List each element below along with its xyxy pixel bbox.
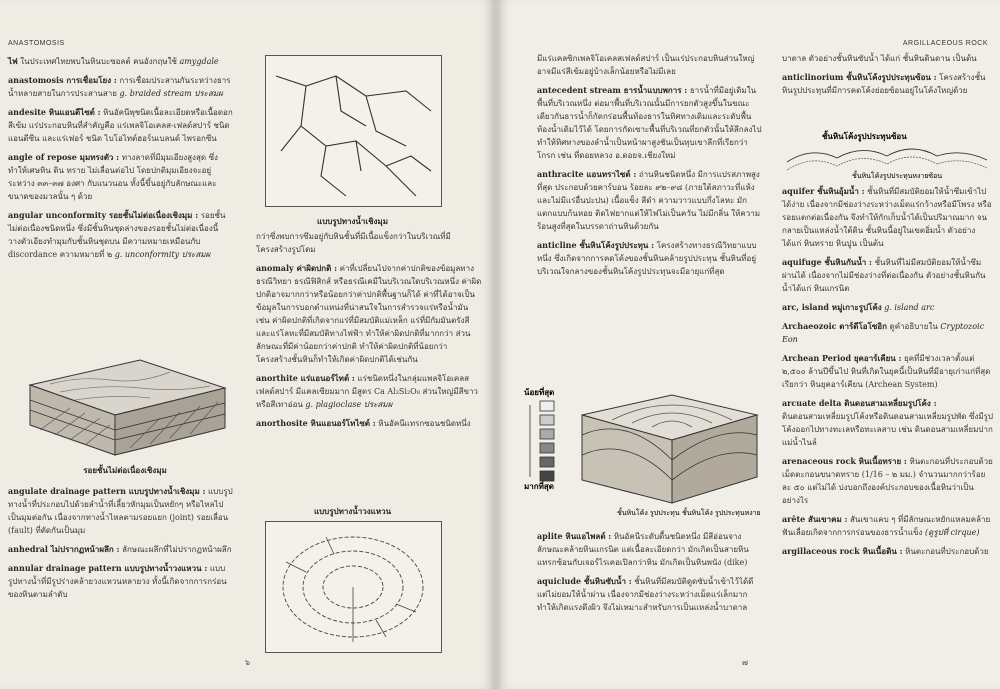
entry-definition: ทางลาดที่มีมุมเอียงสูงสุด ซึ่งทำให้เศษหิน ดิน ทราย ไม่เลื่อนต่อไป โดยปกติมุมเอียงจะอยู่ระหว่าง ๓๓–๓๗ องศา กับแนวนอน ทั้งนี้ขึ้นอยู่กับลักษณะและขนาดของมวลนั้น ๆ ด้วย [8, 153, 218, 201]
entry-headword: arête สันเขาคม : [782, 514, 848, 524]
figure-caption: แบบรูปทางน้ำวงแหวน [313, 506, 392, 516]
running-head-left: ANASTOMOSIS [8, 40, 65, 47]
entry-headword: annular drainage pattern แบบรูปทางน้ำวงแหวน : [8, 563, 208, 573]
entry-definition: กว่าซึ่งพบการซึมอยู่กับหินชั้นที่มีเนื้อแข็งกว่าในบริเวณที่มีโครงสร้างรูปโดม [256, 232, 451, 254]
label-anticlinorium: ชั้นหินโค้งรูปประทุนซ้อน [822, 131, 907, 141]
entry-cross-reference: g. island arc [884, 303, 935, 312]
dictionary-entry [782, 320, 994, 346]
entry-headword: arenaceous rock หินเนื้อทราย : [782, 456, 907, 466]
figure-angulate-drainage [265, 55, 440, 225]
entry-definition: การเชื่อมประสานกันระหว่างธารน้ำหลายสายในการประสานสาย [8, 76, 231, 98]
entry-definition: ชั้นหินที่มีสมบัติดูดซับน้ำเข้าไว้ได้ดี แต่ไม่ยอมให้น้ำผ่าน เนื่องจากมีช่องว่างระหว่างเม็ดแร่เล็กมาก ทำให้เกิดแรงดึงผิว จึงไม่เหมาะสำหรับการเป็นแหล่งน้ำบาดาล [537, 577, 754, 612]
label-oldest: มากที่สุด [524, 481, 554, 491]
label-syncline: ชั้นหินโค้ง รูปประทุนหงาย [682, 509, 761, 517]
annular-drainage-image [265, 521, 442, 653]
entry-headword: angulate drainage pattern แบบรูปทางน้ำเชิงมุม : [8, 486, 206, 496]
right-column-1 [537, 52, 762, 284]
dictionary-entry [782, 397, 994, 449]
entry-headword: ไฟ [8, 56, 18, 66]
figure-caption: รอยชั้นไม่ต่อเนื่องเชิงมุม [83, 465, 167, 475]
entry-cross-reference: g. plagioclase ประสมผ [305, 400, 393, 409]
drainage-map-image [265, 55, 442, 207]
left-column-1b [8, 485, 233, 607]
folio-right: ๗ [742, 658, 749, 667]
entry-definition: หินตะกอนที่ประกอบด้วยเม็ดตะกอนขนาดทราย (1/16 – ๒ มม.) จำนวนมากกว่าร้อยละ ๕๐ แต่ไม่ได้ บ่งบอกถึงองค์ประกอบของเนื้อหินว่าเป็นอย่างไร [782, 457, 993, 505]
left-column-2 [256, 230, 484, 436]
entry-definition: หินอัคนีพุชนิดเนื้อละเอียดหรือเนื้อดอก สีเข้ม แร่ประกอบหินที่สำคัญคือ แร่เพลจิโอเคลส-เฟลด์สปาร์ ชนิดแอนดีซีน และแร่เฟอร์ ชนิด ไบโอไทต์ฮอร์นเบลนด์ ไพรอกซีน [8, 108, 233, 143]
entry-headword: aquiclude ชั้นหินซับน้ำ : [537, 576, 632, 586]
figure-anticlinorium [782, 130, 992, 180]
entry-definition: สันเขาแคบ ๆ ที่มีลักษณะหยักแหลมคล้ายฟันเลื่อยเกิดจากการกร่อนของธารน้ำแข็ง [782, 515, 991, 537]
dictionary-entry [782, 545, 994, 558]
entry-definition: ค่าที่เปลี่ยนไปจากค่าปกติของข้อมูลทางธรณีวิทยา ธรณีฟิสิกส์ หรือธรณีเคมีในบริเวณใดบริเวณหนึ่ง ค่าผิดปกติอาจมากกว่าหรือน้อยกว่าค่าปกติพื้นฐานก็ได้ ค่าที่ได้อาจเป็นข้อมูลในการบอกตำแหน่งที่น่าสนใจในการสำรวจแร่หรือน้ำมัน เช่น ค่าผิดปกติที่เกิดจากแร่ที่มีสมบัติแม่เหล็ก แร่ที่มีกัมมันตรังสี และแร่โลหะที่มีสมบัติทางไฟฟ้า ทำให้ค่าผิดปกติที่มากกว่า ส่วนลักษณะที่มีค่าน้อยกว่าค่าปกติ ทำให้ค่าผิดปกติที่น้อยกว่า โครงสร้างชั้นหินก็ทำให้เกิดค่าผิดปกติได้เช่นกัน [256, 264, 482, 364]
entry-definition: แร่ชนิดหนึ่งในกลุ่มแพลจิโอเคลสเฟลด์สปาร์ มีแคลเซียมมาก มีสูตร Ca Al₂Si₂O₈ ส่วนใหญ่มีสีขาวหรือสีเทาอ่อน [256, 374, 478, 409]
label-youngest: น้อยที่สุด [524, 387, 555, 397]
entry-headword: argillaceous rock หินเนื้อดิน : [782, 546, 903, 556]
dictionary-entry [537, 52, 762, 78]
entry-headword: anhedral ไม่ปรากฏหน้าผลึก : [8, 544, 120, 554]
entry-definition: ยุคที่มีช่วงเวลาตั้งแต่ ๒,๕๐๐ ล้านปีขึ้นไป หินที่เกิดในยุคนี้เป็นหินที่มีอายุเก่าแก่ที่สุด เรียกว่า หินยุคอาร์เคียน (Archean System) [782, 354, 991, 389]
dictionary-entry [8, 55, 233, 68]
label-anticline: ชั้นหินโค้ง รูปประทุน [617, 509, 680, 517]
dictionary-entry [537, 168, 762, 233]
entry-definition: ดูคำอธิบายใน [889, 322, 938, 331]
entry-definition: แบบรูปทางน้ำที่ประกอบไปด้วยลำน้ำที่เลี้ยวหักมุมเป็นหยักๆ หรือไหลไปเป็นมุมต่อกัน เนื่องจากทางน้ำไหลตามรอยแยก (joint) รอยเลื่อน (fault) ที่ตัดกันเป็นมุม [8, 487, 233, 535]
dictionary-entry [782, 455, 994, 507]
figure-angular-unconformity [20, 340, 230, 475]
entry-definition: ธารน้ำที่มีอยู่เดิมในพื้นที่บริเวณหนึ่ง ต่อมาพื้นที่บริเวณนั้นมีการยกตัวสูงขึ้นในขณะเดียวกันธารน้ำก็กัดกร่อนพื้นท้องธารในทิศทางเดิมและระดับพื้นท้องน้ำเดิมไว้ได้ โดยการกัดเซาะพื้นที่บริเวณที่ยกตัวนั้นให้ลึกลงไป ทำให้ทิศทางของลำน้ำเป็นหน้าผาสูงชันเป็นหุบเขาลึกที่เรียกว่า โกรก เช่น ที่ดอยหลวง อ.ดอยจ.เชียงใหม่ [537, 86, 762, 160]
entry-headword: angular unconformity รอยชั้นไม่ต่อเนื่องเชิงมุม : [8, 210, 199, 220]
entry-headword: arc, island หมู่เกาะรูปโค้ง [782, 302, 882, 312]
entry-definition: โครงสร้างทางธรณีวิทยาแบบหนึ่ง ซึ่งเกิดจากการคดโค้งของชั้นหินคล้ายรูปประทุน ชั้นหินที่อยู่บริเวณใจกลางของชั้นหินโค้งรูปประทุนจะมีอายุแก่ที่สุด [537, 241, 757, 276]
entry-definition: บาดาล ตัวอย่างชั้นหินซับน้ำ ได้แก่ ชั้นหินดินดาน เป็นต้น [782, 54, 977, 63]
dictionary-entry [537, 239, 762, 278]
dictionary-entry [537, 84, 762, 162]
entry-headword: anorthite แร่แอนอร์ไทต์ : [256, 373, 355, 383]
dictionary-entry [782, 352, 994, 391]
dictionary-entry [782, 52, 994, 65]
entry-headword: anticlinorium ชั้นหินโค้งรูปประทุนซ้อน : [782, 72, 937, 82]
dictionary-entry [782, 513, 994, 539]
dictionary-entry [256, 230, 484, 256]
entry-headword: aquifer ชั้นหินอุ้มน้ำ : [782, 186, 865, 196]
figure-anticline [522, 385, 767, 520]
entry-headword: Archean Period ยุคอาร์เคียน : [782, 353, 902, 363]
entry-definition: ในประเทศไทยพบในหินบะซอลต์ คนอังกฤษใช้ [20, 57, 177, 66]
entry-headword: aquifuge ชั้นหินกันน้ำ : [782, 257, 873, 267]
entry-cross-reference: g. braided stream ประสมผ [119, 89, 223, 98]
left-column-1 [8, 55, 233, 267]
entry-definition: ดินดอนสามเหลี่ยมรูปโค้งหรือดินดอนสามเหลี่ยมรูปพัด ซึ่งมีรูปโค้งออกไปทางทะเลหรือทะเลสาบ เช่น ดินดอนสามเหลี่ยมปากแม่น้ำไนล์ [782, 412, 993, 447]
dictionary-entry [256, 372, 484, 411]
entry-definition: แบบรูปทางน้ำที่มีรูปร่างคล้ายวงแหวนหลายวง ทั้งนี้เกิดจากการกร่อนของหินตามลำดับ [8, 564, 227, 599]
entry-definition: ถ่านหินชนิดหนึ่ง มีการแปรสภาพสูงที่สุด ประกอบด้วยคาร์บอน ร้อยละ ๙๒–๙๘ (ภายใต้สภาวะที่แห้งและไม่มีแร่อื่นปะปน) เนื้อแข็ง สีดำ ความวาวแบบกึ่งโลหะ มักแตกแบบก้นหอย ติดไฟยากแต่ให้ไฟไม่เป็นควัน ไม่มีกลิ่น ให้ความร้อนสูงที่สุดในบรรดาถ่านหินด้วยกัน [537, 170, 760, 231]
entry-headword: angle of repose มุมทรงตัว : [8, 152, 120, 162]
block-diagram-image [20, 340, 230, 460]
right-page [497, 0, 1000, 689]
entry-cross-reference: Cryptozoic Eon [782, 322, 985, 344]
entry-headword: anomaly ค่าผิดปกติ : [256, 263, 338, 273]
entry-headword: anticline ชั้นหินโค้งรูปประทุน : [537, 240, 655, 250]
entry-cross-reference: (ดูรูปที่ cirque) [925, 528, 980, 537]
anticline-diagram-image [522, 385, 767, 520]
entry-headword: andesite หินแอนดีไซต์ : [8, 107, 101, 117]
figure-caption: แบบรูปทางน้ำเชิงมุม [317, 216, 388, 226]
entry-definition: โครงสร้างชั้นหินรูปประทุนที่มีการคดโค้งย่อยซ้อนอยู่ในโค้งใหญ่ด้วย [782, 73, 986, 95]
entry-headword: anorthosite หินแอนอร์โทไซต์ : [256, 418, 376, 428]
dictionary-entry [8, 151, 233, 203]
entry-headword: antecedent stream ธารน้ำแบบพการ : [537, 85, 688, 95]
running-head-right: ARGILLACEOUS ROCK [902, 40, 988, 47]
dictionary-entry [8, 106, 233, 145]
entry-cross-reference: amygdale [179, 57, 219, 66]
dictionary-entry [782, 185, 994, 250]
dictionary-entry [782, 256, 994, 295]
right-column-2b [782, 185, 994, 564]
dictionary-entry [8, 74, 233, 100]
dictionary-entry [8, 562, 233, 601]
folio-left: ๖ [245, 658, 251, 667]
entry-definition: หินอัคนีแทรกซอนชนิดหนึ่ง [378, 419, 471, 428]
anticlinorium-diagram-image [782, 130, 992, 180]
entry-definition: ชั้นหินที่ไม่มีสมบัติยอมให้น้ำซึมผ่านได้ เนื่องจากไม่มีช่องว่างที่ต่อเนื่องกัน ตัวอย่างชั้นหินกันน้ำได้แก่ หินแกรนิต [782, 258, 986, 293]
entry-headword: arcuate delta ดินดอนสามเหลี่ยมรูปโค้ง : [782, 398, 937, 408]
dictionary-entry [256, 262, 484, 366]
dictionary-entry [8, 485, 233, 537]
dictionary-entry [256, 417, 484, 430]
right-column-2 [782, 52, 994, 103]
dictionary-entry [782, 71, 994, 97]
dictionary-entry [537, 530, 762, 569]
dictionary-entry [8, 209, 233, 261]
dictionary-entry [537, 575, 762, 614]
label-synclinorium: ชั้นหินโค้งรูปประทุนหงายซ้อน [852, 172, 943, 180]
entry-definition: ลักษณะผลึกที่ไม่ปรากฏหน้าผลึก [122, 545, 232, 554]
entry-definition: ชั้นหินที่มีสมบัติยอมให้น้ำซึมเข้าไปได้ง่าย เนื่องจากมีช่องว่างระหว่างเม็ดแร่กว้างหรือมีโพรง หรือรอยแตกต่อเนื่องกัน จึงทำให้กักเก็บน้ำได้เป็นปริมาณมาก จนกลายเป็นแหล่งน้ำใต้ดิน ชั้นหินนี้อยู่ในเขตอิ่มน้ำ ตัวอย่างได้แก่ หินทราย หินปูน เป็นต้น [782, 187, 992, 248]
entry-cross-reference: g. unconformity ประสมผ [114, 250, 211, 259]
figure-annular-drainage [265, 505, 440, 655]
right-column-1b [537, 530, 762, 620]
entry-headword: aplite หินแอไพลต์ : [537, 531, 612, 541]
entry-definition: หินตะกอนที่ประกอบด้วย [905, 547, 989, 556]
entry-headword: anastomosis การเชื่อมโยง : [8, 75, 117, 85]
left-page [0, 0, 495, 689]
entry-definition: มีแร่แคลซิกเพลจิโอเคลสเฟลด์สปาร์ เป็นแร่ประกอบหินส่วนใหญ่ อาจมีแร่สีเข้มอยู่บ้างเล็กน้อยหรือไม่มีเลย [537, 54, 755, 76]
entry-headword: Archaeozoic ดาร์ดีโอโซอิก [782, 321, 887, 331]
dictionary-entry [8, 543, 233, 556]
entry-definition: รอยชั้นไม่ต่อเนื่องชนิดหนึ่ง ซึ่งมีชั้นหินชุดล่างของรอยชั้นไม่ต่อเนื่องนี้วางตัวเอียงทำมุมกับชั้นหินชุดบน มีความหมายเหมือนกับ discordance ความหมายที่ ๒ [8, 211, 226, 259]
entry-definition: หินอัคนีระดับตื้นชนิดหนึ่ง มีสีอ่อนจาง ลักษณะคล้ายหินแกรนิต แต่เนื้อละเอียดกว่า มักเกิดเป็นสายหินแทรกซ้อนกับเจอร์ไรเคอเปิลกว่าหิน มักเกิดเป็นหินพนัง (dike) [537, 532, 749, 567]
dictionary-entry [782, 301, 994, 314]
entry-headword: anthracite แอนทราไซต์ : [537, 169, 637, 179]
